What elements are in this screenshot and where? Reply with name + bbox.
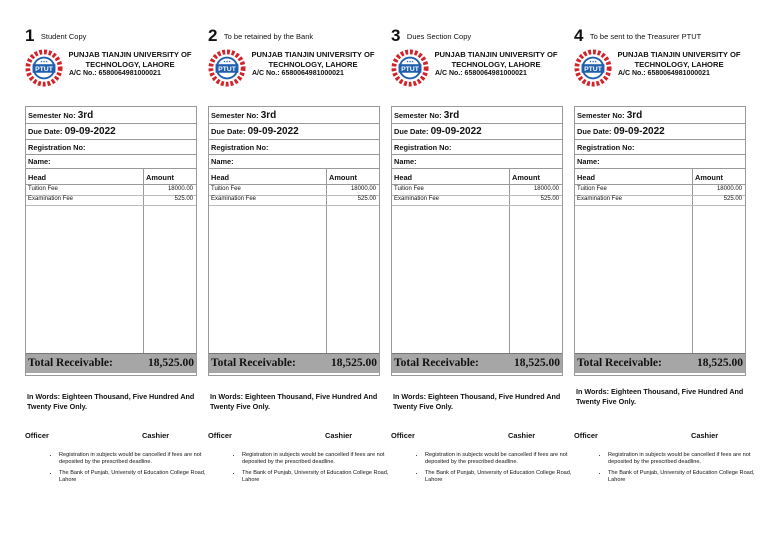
- name-label: Name:: [577, 157, 600, 166]
- copy-title: [208, 26, 313, 46]
- due-date-label: Due Date:: [28, 127, 63, 136]
- svg-text:★★★: ★★★: [40, 59, 48, 64]
- copy-label: To be sent to the Treasurer PTUT: [589, 32, 702, 41]
- fee-row: [209, 195, 379, 206]
- total-label: Total Receivable:: [211, 357, 296, 369]
- account-number: A/C No.: 6580064981000021: [69, 70, 161, 77]
- registration-row: [575, 140, 745, 155]
- semester-value: 3rd: [260, 110, 277, 121]
- note-item: • The Bank of Punjab, University of Education College Road, Lahore: [59, 470, 215, 483]
- head-header: Head: [28, 173, 47, 182]
- copy-number: 1: [25, 26, 35, 45]
- registration-row: [26, 140, 196, 155]
- university-logo-icon: [208, 49, 246, 87]
- fee-name: Tuition Fee: [211, 186, 241, 192]
- total-label: Total Receivable:: [394, 357, 479, 369]
- university-name: PUNJAB TIANJIN UNIVERSITY OF TECHNOLOGY, LAHORE: [434, 50, 558, 69]
- due-date-row: [26, 124, 196, 140]
- challan-copy-1: [25, 0, 206, 543]
- due-date-value: 09-09-2022: [247, 126, 299, 137]
- university-logo-icon: [25, 49, 63, 87]
- fee-name: Tuition Fee: [577, 186, 607, 192]
- notes-list: [407, 452, 581, 488]
- officer-label: Officer: [25, 431, 49, 440]
- amount-in-words: In Words: Eighteen Thousand, Five Hundred And Twenty Five Only.: [576, 387, 744, 406]
- head-header: Head: [577, 173, 596, 182]
- total-value: 18,525.00: [514, 357, 560, 369]
- semester-label: Semester No:: [577, 111, 625, 120]
- notes-list: [224, 452, 398, 488]
- fee-amount: 525.00: [174, 196, 193, 202]
- amount-in-words: In Words: Eighteen Thousand, Five Hundred And Twenty Five Only.: [210, 392, 378, 411]
- university-name: PUNJAB TIANJIN UNIVERSITY OF TECHNOLOGY, LAHORE: [68, 50, 192, 69]
- total-row: [392, 353, 562, 373]
- account-number: A/C No.: 6580064981000021: [435, 70, 527, 77]
- semester-label: Semester No:: [28, 111, 76, 120]
- due-date-value: 09-09-2022: [64, 126, 116, 137]
- total-value: 18,525.00: [148, 357, 194, 369]
- officer-label: Officer: [208, 431, 232, 440]
- amount-header: Amount: [512, 173, 540, 182]
- fee-table: [391, 106, 563, 376]
- registration-label: Registration No:: [211, 143, 269, 152]
- university-name: PUNJAB TIANJIN UNIVERSITY OF TECHNOLOGY, LAHORE: [617, 50, 741, 69]
- fee-row: [392, 195, 562, 206]
- note-item: • The Bank of Punjab, University of Education College Road, Lahore: [425, 470, 581, 483]
- account-number: A/C No.: 6580064981000021: [252, 70, 344, 77]
- name-label: Name:: [211, 157, 234, 166]
- challan-copy-2: [208, 0, 389, 543]
- fee-name: Examination Fee: [577, 196, 623, 202]
- challan-copy-3: [391, 0, 572, 543]
- fee-row: [26, 195, 196, 206]
- cashier-label: Cashier: [508, 431, 536, 440]
- registration-label: Registration No:: [394, 143, 452, 152]
- due-date-label: Due Date:: [211, 127, 246, 136]
- fee-amount: 18000.00: [167, 186, 193, 192]
- challan-copy-4: [574, 0, 755, 543]
- copy-title: [25, 26, 86, 46]
- fee-name: Examination Fee: [394, 196, 440, 202]
- officer-label: Officer: [391, 431, 415, 440]
- copy-title: [574, 26, 701, 46]
- cashier-label: Cashier: [142, 431, 170, 440]
- fee-name: Examination Fee: [28, 196, 74, 202]
- account-number: A/C No.: 6580064981000021: [618, 70, 710, 77]
- fee-table-header: [575, 169, 745, 185]
- total-value: 18,525.00: [331, 357, 377, 369]
- cashier-label: Cashier: [325, 431, 353, 440]
- total-row: [26, 353, 196, 373]
- fee-table-header: [209, 169, 379, 185]
- note-item: • Registration in subjects would be cancelled if fees are not deposited by the prescribed deadline.: [59, 452, 215, 465]
- due-date-label: Due Date:: [577, 127, 612, 136]
- total-row: [575, 353, 745, 373]
- svg-text:★★★: ★★★: [406, 59, 414, 64]
- amount-in-words: In Words: Eighteen Thousand, Five Hundred And Twenty Five Only.: [27, 392, 195, 411]
- registration-row: [209, 140, 379, 155]
- fee-table: [25, 106, 197, 376]
- amount-header: Amount: [695, 173, 723, 182]
- due-date-value: 09-09-2022: [430, 126, 482, 137]
- name-row: [575, 155, 745, 169]
- semester-row: [392, 107, 562, 124]
- amount-in-words: In Words: Eighteen Thousand, Five Hundred And Twenty Five Only.: [393, 392, 561, 411]
- svg-text:★★★: ★★★: [223, 59, 231, 64]
- semester-value: 3rd: [77, 110, 94, 121]
- semester-label: Semester No:: [394, 111, 442, 120]
- total-value: 18,525.00: [697, 357, 743, 369]
- due-date-value: 09-09-2022: [613, 126, 665, 137]
- fee-amount: 525.00: [723, 196, 742, 202]
- semester-row: [209, 107, 379, 124]
- logo-text: PTUT: [218, 66, 236, 74]
- fee-row: [575, 195, 745, 206]
- semester-row: [26, 107, 196, 124]
- registration-row: [392, 140, 562, 155]
- name-row: [209, 155, 379, 169]
- fee-amount: 525.00: [540, 196, 559, 202]
- total-label: Total Receivable:: [577, 357, 662, 369]
- name-row: [392, 155, 562, 169]
- due-date-row: [209, 124, 379, 140]
- copy-label: Dues Section Copy: [406, 32, 472, 41]
- fee-name: Tuition Fee: [28, 186, 58, 192]
- note-item: • Registration in subjects would be cancelled if fees are not deposited by the prescribed deadline.: [242, 452, 398, 465]
- note-item: • Registration in subjects would be cancelled if fees are not deposited by the prescribed deadline.: [425, 452, 581, 465]
- university-logo-icon: [574, 49, 612, 87]
- note-item: • The Bank of Punjab, University of Education College Road, Lahore: [608, 470, 764, 483]
- total-row: [209, 353, 379, 373]
- total-label: Total Receivable:: [28, 357, 113, 369]
- due-date-row: [575, 124, 745, 140]
- head-header: Head: [211, 173, 230, 182]
- fee-amount: 18000.00: [533, 186, 559, 192]
- due-date-label: Due Date:: [394, 127, 429, 136]
- copy-label: To be retained by the Bank: [223, 32, 314, 41]
- notes-list: [590, 452, 764, 488]
- fee-table-header: [392, 169, 562, 185]
- amount-header: Amount: [329, 173, 357, 182]
- copy-number: 3: [391, 26, 401, 45]
- copy-number: 4: [574, 26, 584, 45]
- due-date-row: [392, 124, 562, 140]
- fee-amount: 18000.00: [716, 186, 742, 192]
- note-item: • The Bank of Punjab, University of Education College Road, Lahore: [242, 470, 398, 483]
- logo-text: PTUT: [584, 66, 602, 74]
- fee-name: Tuition Fee: [394, 186, 424, 192]
- semester-label: Semester No:: [211, 111, 259, 120]
- semester-row: [575, 107, 745, 124]
- cashier-label: Cashier: [691, 431, 719, 440]
- copy-number: 2: [208, 26, 218, 45]
- name-label: Name:: [28, 157, 51, 166]
- copy-label: Student Copy: [40, 32, 87, 41]
- head-header: Head: [394, 173, 413, 182]
- university-logo-icon: [391, 49, 429, 87]
- registration-label: Registration No:: [28, 143, 86, 152]
- copy-title: [391, 26, 471, 46]
- fee-table: [574, 106, 746, 376]
- fee-amount: 525.00: [357, 196, 376, 202]
- registration-label: Registration No:: [577, 143, 635, 152]
- name-row: [26, 155, 196, 169]
- fee-name: Examination Fee: [211, 196, 257, 202]
- officer-label: Officer: [574, 431, 598, 440]
- amount-header: Amount: [146, 173, 174, 182]
- logo-text: PTUT: [401, 66, 419, 74]
- university-name: PUNJAB TIANJIN UNIVERSITY OF TECHNOLOGY, LAHORE: [251, 50, 375, 69]
- svg-text:★★★: ★★★: [589, 59, 597, 64]
- notes-list: [41, 452, 215, 488]
- semester-value: 3rd: [443, 110, 460, 121]
- logo-text: PTUT: [35, 66, 53, 74]
- fee-table: [208, 106, 380, 376]
- name-label: Name:: [394, 157, 417, 166]
- note-item: • Registration in subjects would be cancelled if fees are not deposited by the prescribed deadline.: [608, 452, 764, 465]
- fee-table-header: [26, 169, 196, 185]
- semester-value: 3rd: [626, 110, 643, 121]
- fee-amount: 18000.00: [350, 186, 376, 192]
